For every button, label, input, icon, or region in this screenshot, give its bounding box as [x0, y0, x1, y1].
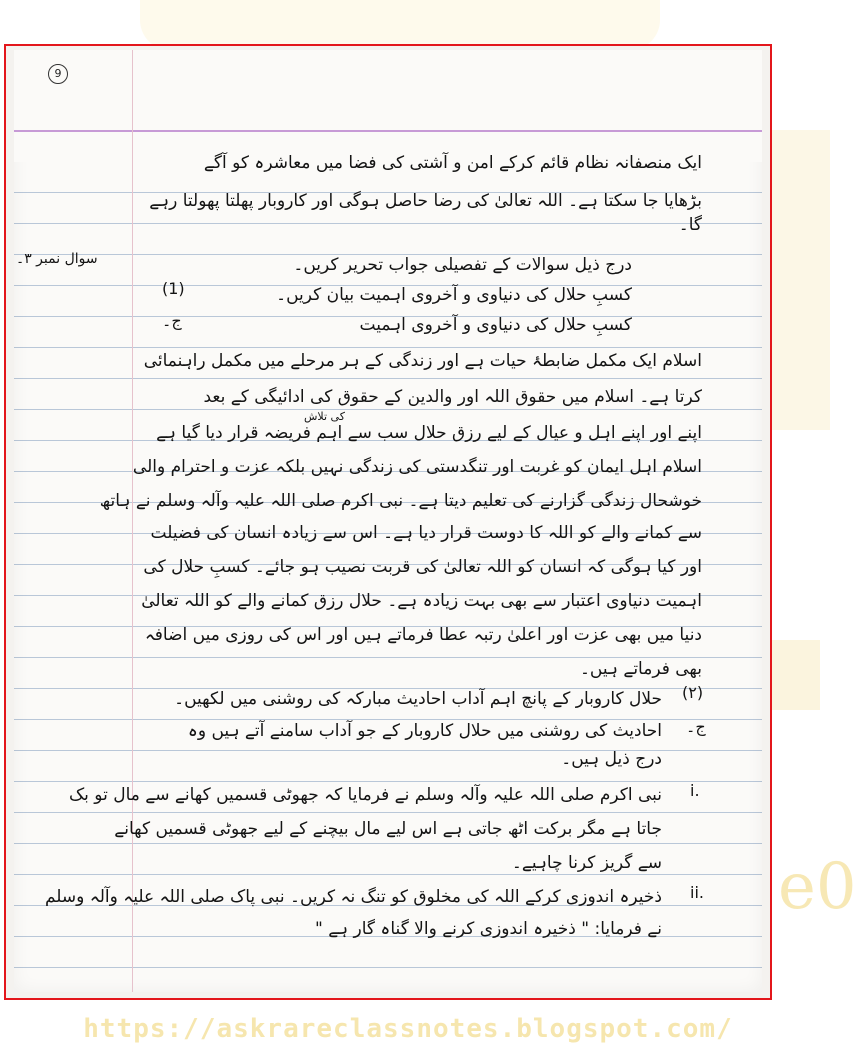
- text-line: نے فرمایا: " ذخیرہ اندوزی کرنے والا گناہ گار ہے ": [314, 919, 662, 939]
- inline-insertion-note: کی تلاش: [304, 410, 345, 423]
- list-marker: i.: [690, 781, 700, 800]
- question-label: سوال نمبر ۳۔: [16, 251, 98, 267]
- question-number: (1): [162, 279, 185, 298]
- text-line: درج ذیل ہیں۔: [561, 749, 662, 769]
- text-line: ذخیرہ اندوزی کرکے اللہ کی مخلوق کو تنگ نہ کریں۔ نبی پاک صلی اللہ علیہ وآلہ وسلم: [44, 887, 662, 907]
- text-line: سے کمانے والے کو اللہ کا دوست قرار دیا ہے۔ اس سے زیادہ انسان کی فضیلت: [150, 523, 702, 543]
- note-frame: [4, 44, 772, 1000]
- text-line: نبی اکرم صلی اللہ علیہ وآلہ وسلم نے فرمایا کہ جھوٹی قسمیں کھانے سے مال تو بک: [68, 785, 662, 805]
- text-line: احادیث کی روشنی میں حلال کاروبار کے جو آداب سامنے آتے ہیں وہ: [187, 721, 662, 741]
- text-line: خوشحال زندگی گزارنے کی تعلیم دیتا ہے۔ نبی اکرم صلی اللہ علیہ وآلہ وسلم نے ہاتھ: [99, 491, 702, 511]
- answer-marker: ج۔: [162, 311, 182, 330]
- answer-marker: ج۔: [686, 717, 706, 736]
- question-text: کسبِ حلال کی دنیاوی و آخروی اہمیت بیان کریں۔: [276, 285, 632, 305]
- watermark-mark: e0: [778, 850, 857, 924]
- text-line: سے گریز کرنا چاہیے۔: [511, 853, 662, 873]
- text-line: اور کیا ہوگی کہ انسان کو اللہ تعالیٰ کی قربت نصیب ہو جائے۔ کسبِ حلال کی: [143, 557, 702, 577]
- top-margin-line: [14, 130, 762, 132]
- answer-heading: کسبِ حلال کی دنیاوی و آخروی اہمیت: [359, 315, 632, 335]
- text-line: اسلام اہل ایمان کو غربت اور تنگدستی کی زندگی نہیں بلکہ عزت و احترام والی: [132, 457, 702, 477]
- page-number: 9: [48, 64, 68, 84]
- text-line: گا۔: [678, 215, 702, 235]
- text-line: جاتا ہے مگر برکت اٹھ جاتی ہے اس لیے مال بیچنے کے لیے جھوٹی قسمیں کھانے: [114, 819, 662, 839]
- left-margin-line: [132, 50, 133, 992]
- list-marker: ii.: [690, 883, 704, 902]
- text-line: اپنے اور اپنے اہل و عیال کے لیے رزق حلال سب سے اہم فریضہ قرار دیا گیا ہے: [156, 423, 702, 443]
- text-line: بڑھایا جا سکتا ہے۔ اللہ تعالیٰ کی رضا حاصل ہوگی اور کاروبار پھلتا پھولتا رہے: [149, 191, 702, 211]
- text-line: دنیا میں بھی عزت اور اعلیٰ رتبہ عطا فرماتے ہیں اور اس کی روزی میں اضافہ: [144, 625, 702, 645]
- ruled-paper: [14, 50, 762, 992]
- watermark-url: https://askrareclassnotes.blogspot.com/: [83, 1014, 733, 1044]
- text-line: اسلام ایک مکمل ضابطۂ حیات ہے اور زندگی کے ہر مرحلے میں مکمل راہنمائی: [143, 351, 702, 371]
- question-text: حلال کاروبار کے پانچ اہم آداب احادیث مبارکہ کی روشنی میں لکھیں۔: [174, 689, 662, 709]
- text-line: بھی فرماتے ہیں۔: [579, 659, 702, 679]
- text-line: ایک منصفانہ نظام قائم کرکے امن و آشتی کی فضا میں معاشرہ کو آگے: [203, 153, 702, 173]
- paper-header-band: [14, 50, 762, 162]
- text-line: کرتا ہے۔ اسلام میں حقوق اللہ اور والدین کے حقوق کی ادائیگی کے بعد: [203, 387, 702, 407]
- text-line: اہمیت دنیاوی اعتبار سے بھی بہت زیادہ ہے۔ حلال رزق کمانے والے کو اللہ تعالیٰ: [141, 591, 702, 611]
- question-text: درج ذیل سوالات کے تفصیلی جواب تحریر کریں۔: [293, 255, 632, 275]
- question-number: (۲): [682, 683, 704, 702]
- watermark-top-shape: [140, 0, 660, 50]
